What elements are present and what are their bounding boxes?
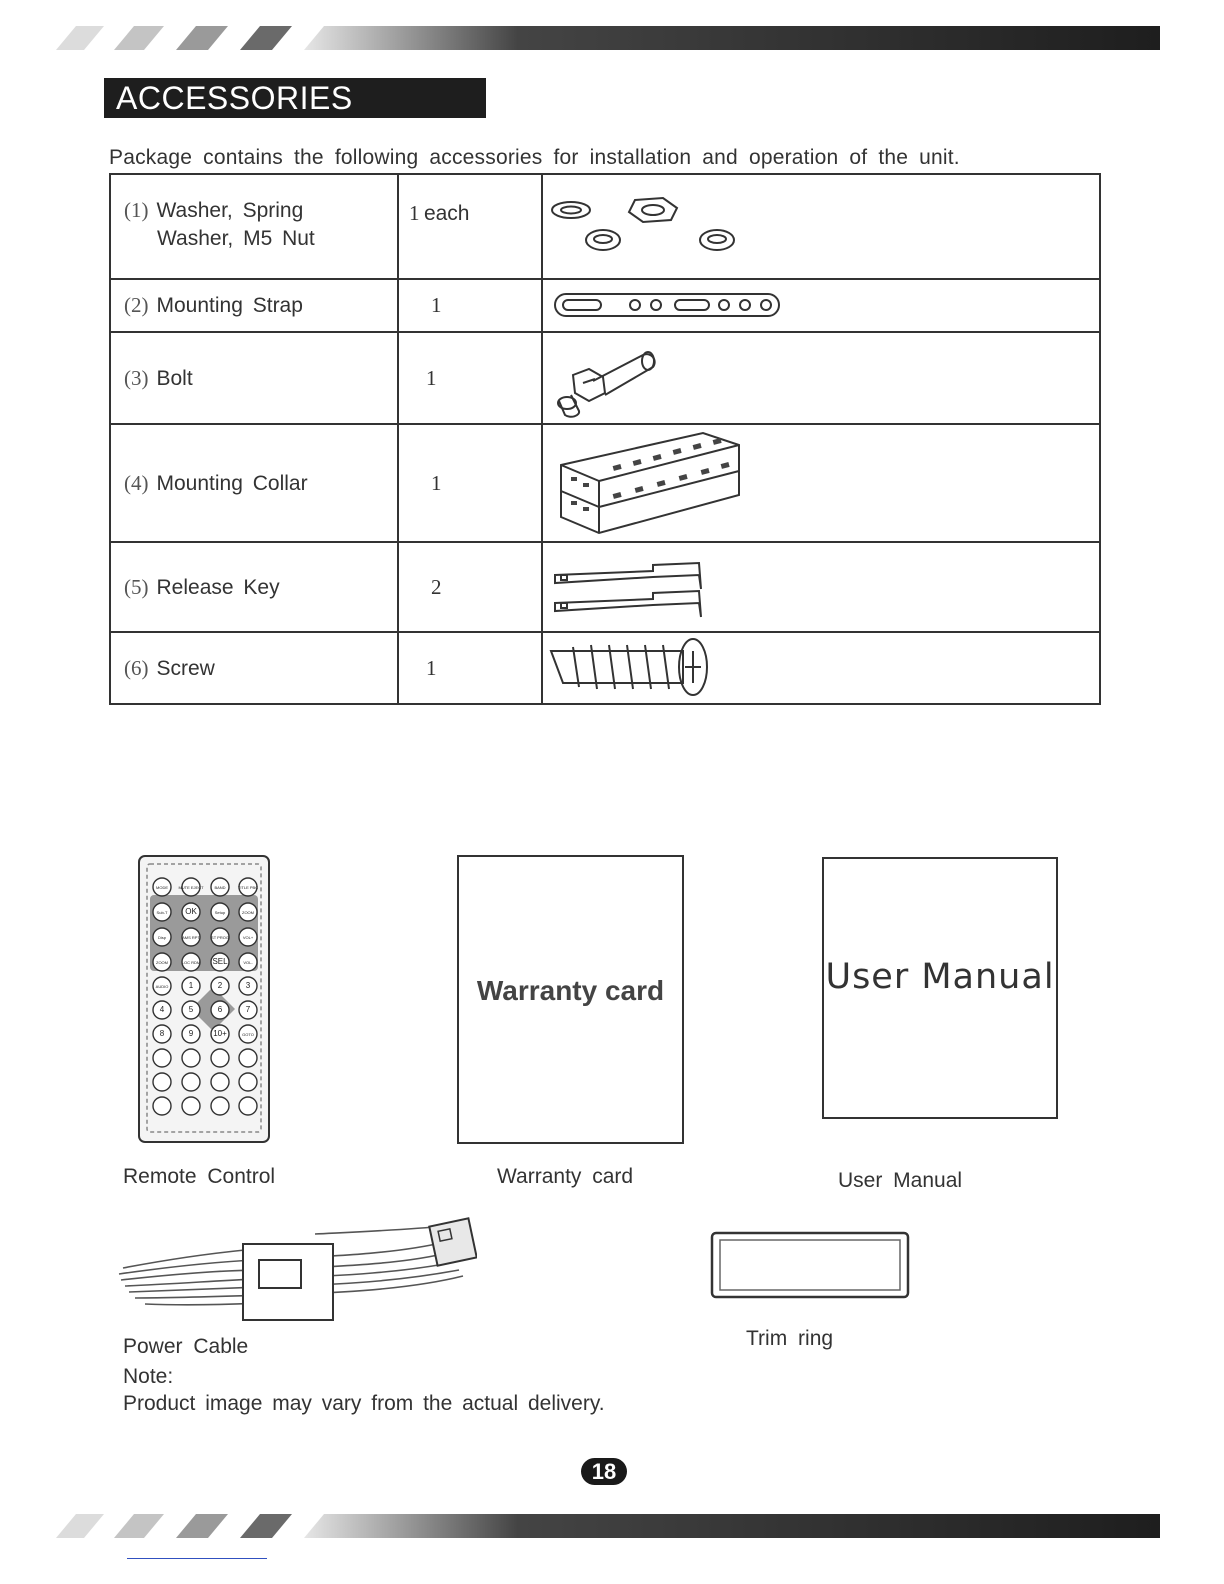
remote-button-label: AUDIO [155,984,169,989]
warranty-card-caption: Warranty card [497,1165,634,1188]
item-image-cell [542,424,1100,542]
washers-nut-icon [543,177,743,277]
footer-stripe-bar [56,1514,1160,1538]
remote-button-label: 1 [188,981,194,990]
power-cable-image [115,1214,477,1326]
remote-button [182,1049,200,1067]
item-qty: 1 [431,293,442,317]
remote-button-label: ZOOM [242,910,254,915]
accessories-table [109,173,1101,705]
remote-button-label: 9 [188,1029,194,1038]
item-image-cell [542,332,1100,424]
item-name-cell [110,279,398,332]
item-qty: 1 [426,655,437,680]
note-text: Product image may vary from the actual delivery. [123,1392,605,1415]
remote-button [211,1097,229,1115]
item-name-cell [110,632,398,704]
release-key-icon [543,547,723,627]
remote-button-label: Setup [214,910,226,915]
item-qty-cell [398,279,542,332]
remote-button-label: AMS RPT [182,935,200,940]
remote-button-label: BAND [214,885,226,890]
remote-button-label: Sub-T [156,910,168,915]
remote-button [182,1073,200,1091]
note-block [123,1363,605,1417]
remote-button-label: 8 [159,1029,165,1038]
warranty-card-text: Warranty card [476,975,665,1006]
item-number: (5) [124,574,149,599]
item-number: (6) [124,655,149,680]
remote-button [153,1097,171,1115]
remote-button-label: 4 [159,1005,165,1014]
trim-ring-image [710,1230,910,1300]
user-manual-caption: User Manual [838,1169,963,1192]
remote-button-label: 5 [188,1005,194,1014]
item-image-cell [542,542,1100,632]
warranty-card-image [457,855,684,1144]
trim-ring-caption: Trim ring [746,1327,834,1350]
page-title: ACCESSORIES [104,78,486,118]
remote-button-label: ST PROG [211,935,229,940]
remote-button-label: GOTO [242,1032,254,1037]
remote-button [239,1049,257,1067]
item-number: (3) [124,365,149,390]
item-name: Bolt [156,366,193,390]
item-qty: 1 [426,365,437,390]
item-qty-cell [398,542,542,632]
remote-button-label: VOL+ [242,935,254,940]
table-row [110,174,1100,279]
remote-button [182,1097,200,1115]
remote-button-label: 3 [245,981,251,990]
item-name: Washer, Spring [156,199,304,222]
user-manual-image [822,857,1058,1119]
item-qty: 1 [409,200,420,225]
table-row [110,424,1100,542]
item-name-cell [110,542,398,632]
remote-button-label: 2 [217,981,223,990]
remote-button-label: 6 [217,1005,223,1014]
remote-button [211,1073,229,1091]
bolt-icon [543,333,683,423]
item-image-cell [542,632,1100,704]
item-name: Mounting Strap [156,294,303,317]
remote-button-label: VOL- [243,960,253,965]
item-number: (1) [124,198,149,222]
remote-button-label: 10+ [213,1029,227,1038]
item-qty-cell [398,424,542,542]
item-name: Mounting Collar [156,471,308,495]
item-name: Release Key [156,575,280,599]
remote-button-label: Disp [157,935,167,940]
item-qty: 2 [431,574,442,599]
remote-button-label: SEL [212,957,228,966]
remote-button-label: MUTE EJECT [178,885,204,890]
item-number: (4) [124,470,149,495]
item-qty-cell [398,632,542,704]
table-row [110,279,1100,332]
remote-button [153,1073,171,1091]
item-name: Washer, M5 Nut [157,227,315,250]
item-name-cell [110,332,398,424]
remote-button-label: LOC RDM [181,960,201,965]
remote-button [239,1097,257,1115]
table-row [110,542,1100,632]
power-cable-caption: Power Cable [123,1335,249,1358]
remote-button-label: TITLE PBC [237,885,259,890]
remote-button-label: MODE [156,885,168,890]
item-qty-cell [398,332,542,424]
mounting-collar-icon [543,425,763,541]
remote-button [211,1049,229,1067]
remote-button-label: ZOOM [156,960,168,965]
item-qty-suffix: each [423,201,470,225]
header-stripe-bar [56,26,1160,50]
remote-button [239,1073,257,1091]
remote-button-label: OK [185,907,197,916]
user-manual-text: User Manual [825,957,1055,997]
intro-text: Package contains the following accessories for installation and operation of the unit. [109,146,960,169]
item-image-cell [542,279,1100,332]
table-row [110,632,1100,704]
remote-control-image [138,855,272,1145]
remote-button-label: 7 [245,1005,251,1014]
remote-control-caption: Remote Control [123,1165,276,1188]
item-qty: 1 [431,470,442,495]
item-name-cell [110,424,398,542]
table-row [110,332,1100,424]
item-name-cell [110,174,398,279]
mounting-strap-icon [543,286,803,326]
item-name: Screw [156,656,215,680]
item-qty-cell [398,174,542,279]
item-image-cell [542,174,1100,279]
item-number: (2) [124,293,149,317]
screw-icon [543,633,723,703]
note-label: Note: [123,1365,174,1388]
bottom-link-line [127,1558,267,1559]
page-number: 18 [581,1458,627,1485]
remote-button [153,1049,171,1067]
